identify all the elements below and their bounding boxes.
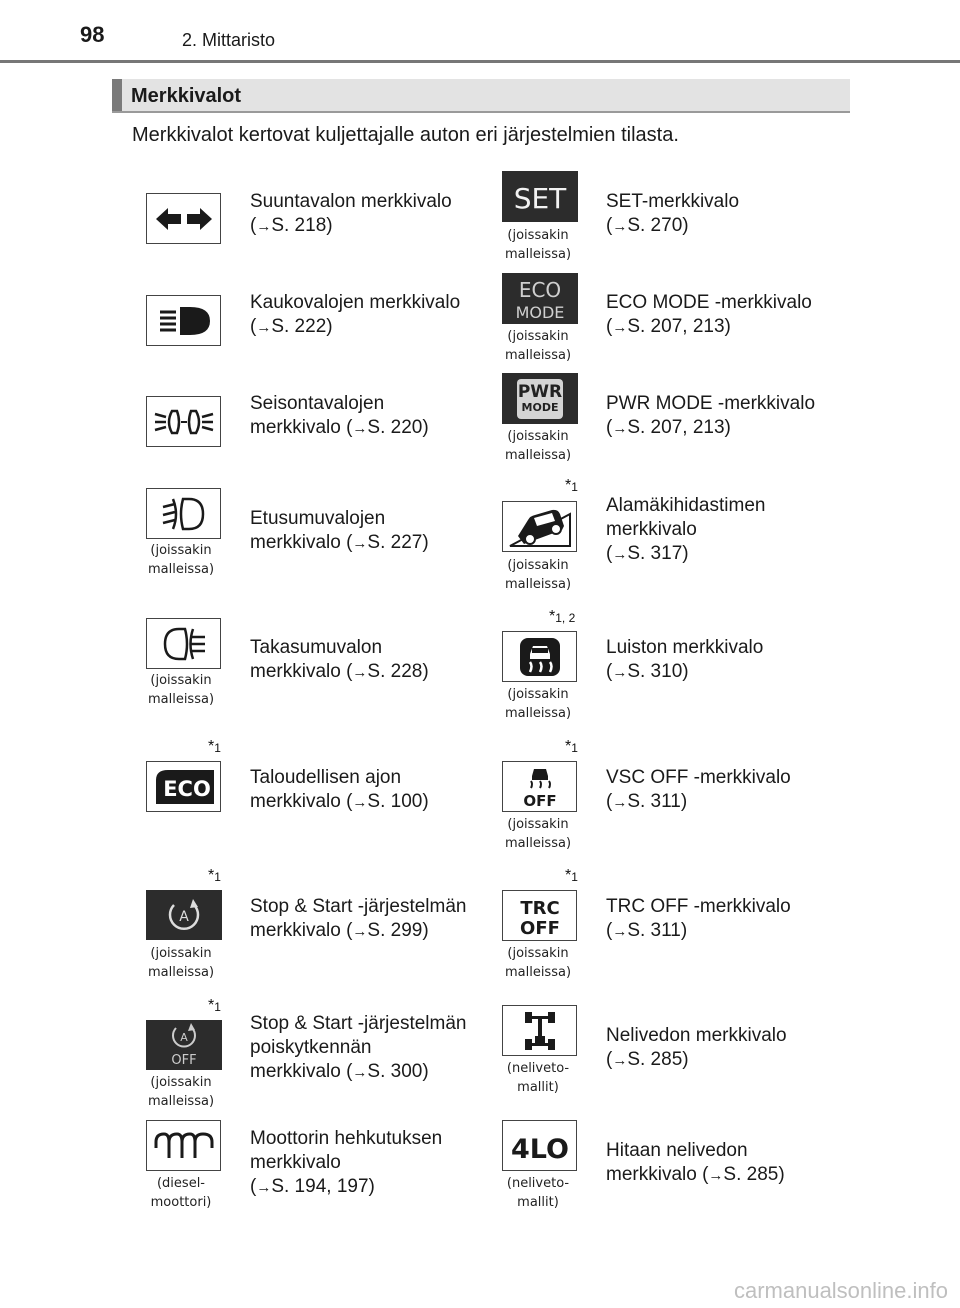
- note-front-fog: (joissakin malleissa): [147, 543, 215, 577]
- desc-high-beam: Kaukovalojen merkkivalo (→S. 222): [250, 292, 461, 337]
- four-wheel-drive-icon: [502, 1005, 577, 1056]
- svg-text:OFF: OFF: [171, 1053, 197, 1068]
- pwr-mode-badge: [517, 379, 563, 419]
- footnote-mark: *$^1$: [208, 867, 221, 884]
- chapter-title: 2. Mittaristo: [182, 30, 276, 50]
- note-stop-start: (joissakin malleissa): [147, 946, 215, 980]
- note-eco-mode: (joissakin malleissa): [504, 329, 572, 363]
- desc-stop-start-off: Stop & Start -järjestelmän poiskytkennän merkkivalo (→S. 300): [250, 1013, 467, 1082]
- rear-fog-icon: [146, 618, 221, 669]
- note-stop-start-off: (joissakin malleissa): [147, 1075, 215, 1109]
- desc-rear-fog: Takasumuvalon merkkivalo (→S. 228): [250, 637, 429, 682]
- desc-vsc-off: VSC OFF -merkkivalo (→S. 311): [606, 767, 791, 812]
- note-trc-off: (joissakin malleissa): [504, 946, 572, 980]
- desc-trc-off: TRC OFF -merkkivalo (→S. 311): [606, 896, 791, 941]
- note-four-lo: (neliveto- mallit): [506, 1176, 570, 1210]
- footnote-mark: *$^{1, 2}$: [549, 608, 576, 625]
- section-accent: [112, 79, 122, 111]
- footnote-mark: *$^1$: [565, 867, 578, 884]
- desc-downhill-assist: Alamäkihidastimen merkkivalo (→S. 317): [606, 495, 766, 564]
- slip-indicator-icon: [502, 631, 577, 682]
- watermark: carmanualsonline.info: [733, 1278, 948, 1303]
- front-fog-icon: [146, 488, 221, 539]
- page-number: 98: [80, 22, 105, 47]
- set-icon-text: SET: [513, 181, 567, 215]
- svg-text:A: A: [179, 909, 189, 925]
- eco-icon: [146, 761, 221, 812]
- eco-mode-icon: [502, 273, 578, 324]
- parking-lights-icon: [146, 396, 221, 447]
- glow-plug-icon: [146, 1120, 221, 1171]
- desc-set: SET-merkkivalo (→S. 270): [606, 191, 740, 236]
- desc-four-lo: Hitaan nelivedon merkkivalo (→S. 285): [606, 1140, 785, 1185]
- stop-start-icon: [146, 890, 222, 940]
- desc-slip-indicator: Luiston merkkivalo (→S. 310): [606, 637, 764, 682]
- four-lo-text: 4LO: [510, 1133, 569, 1165]
- pwr-mode-text2: MODE: [521, 401, 559, 414]
- desc-eco: Taloudellisen ajon merkkivalo (→S. 100): [250, 767, 429, 812]
- pwr-mode-text: PWR: [517, 382, 563, 402]
- vsc-off-icon: [502, 761, 577, 812]
- four-lo-icon: [502, 1120, 577, 1171]
- svg-text:A: A: [180, 1031, 188, 1044]
- high-beam-icon: [146, 295, 221, 346]
- desc-four-wheel-drive: Nelivedon merkkivalo (→S. 285): [606, 1025, 787, 1070]
- section-title: Merkkivalot: [131, 85, 242, 107]
- trc-off-text: OFF: [519, 917, 560, 939]
- desc-front-fog: Etusumuvalojen merkkivalo (→S. 227): [250, 508, 429, 553]
- desc-turn-signal: Suuntavalon merkkivalo (→S. 218): [250, 191, 452, 236]
- footnote-mark: *$^1$: [208, 738, 221, 755]
- desc-stop-start: Stop & Start -järjestelmän merkkivalo (→S. 299): [250, 896, 467, 941]
- note-four-wheel-drive: (neliveto- mallit): [506, 1061, 570, 1095]
- footnote-mark: *$^1$: [208, 997, 221, 1014]
- note-vsc-off: (joissakin malleissa): [504, 817, 572, 851]
- svg-text:ECO: ECO: [162, 776, 211, 801]
- desc-parking-lights: Seisontavalojen merkkivalo (→S. 220): [250, 393, 429, 438]
- set-icon: [502, 171, 578, 222]
- section-header: [112, 79, 850, 113]
- note-downhill-assist: (joissakin malleissa): [504, 558, 572, 592]
- pwr-mode-icon: [502, 373, 578, 424]
- eco-mode-text2: MODE: [515, 302, 565, 322]
- note-pwr-mode: (joissakin malleissa): [504, 429, 572, 463]
- section-intro: Merkkivalot kertovat kuljettajalle auton eri järjestelmien tilasta.: [132, 124, 679, 146]
- footnote-mark: *$^1$: [565, 738, 578, 755]
- footnote-mark: *$^1$: [565, 477, 578, 494]
- downhill-assist-icon: [502, 501, 577, 552]
- desc-eco-mode: ECO MODE -merkkivalo (→S. 207, 213): [606, 292, 812, 337]
- stop-start-off-icon: [146, 1020, 222, 1070]
- vsc-off-text: OFF: [522, 791, 557, 810]
- note-glow-plug: (diesel- moottori): [150, 1176, 212, 1210]
- trc-off-icon: [502, 890, 577, 941]
- note-set: (joissakin malleissa): [504, 228, 572, 262]
- eco-mode-text: ECO: [518, 277, 562, 302]
- trc-text: TRC: [519, 897, 560, 919]
- desc-pwr-mode: PWR MODE -merkkivalo (→S. 207, 213): [606, 393, 816, 438]
- desc-glow-plug: Moottorin hehkutuksen merkkivalo (→S. 194, 197): [250, 1128, 443, 1197]
- header-rule: [0, 60, 960, 63]
- note-rear-fog: (joissakin malleissa): [147, 673, 215, 707]
- note-slip-indicator: (joissakin malleissa): [504, 687, 572, 721]
- turn-signal-icon: [146, 193, 221, 244]
